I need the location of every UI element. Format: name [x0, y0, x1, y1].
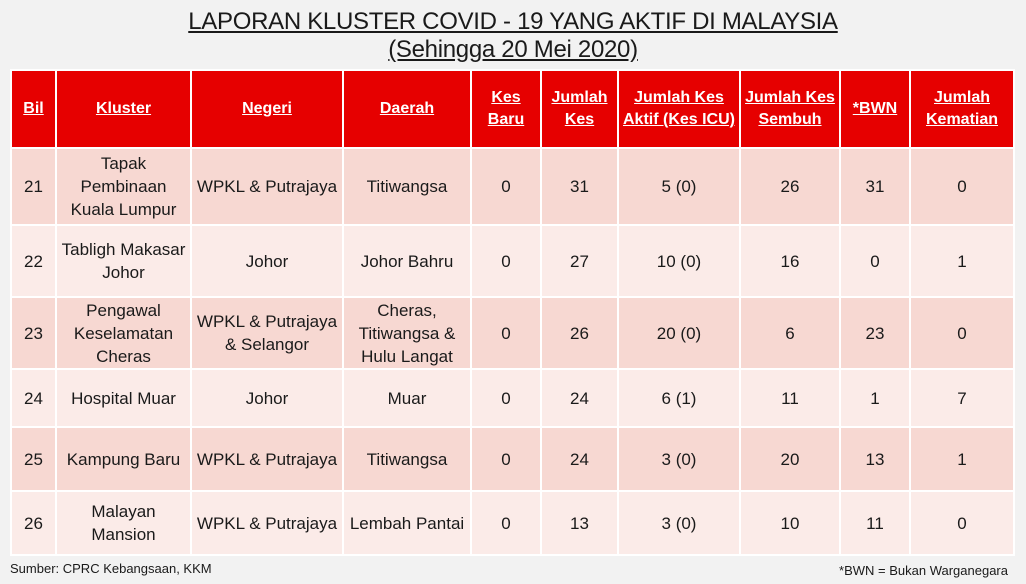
cell-daerah: Muar	[343, 369, 471, 427]
table-row	[11, 427, 1014, 491]
cell-bwn: 0	[840, 225, 910, 297]
cell-kematian: 0	[910, 297, 1014, 369]
cell-bwn: 1	[840, 369, 910, 427]
cell-kluster: Tapak Pembinaan Kuala Lumpur	[56, 148, 191, 225]
table-row	[11, 491, 1014, 555]
cell-kematian: 1	[910, 225, 1014, 297]
cell-kes-baru: 0	[471, 427, 541, 491]
table-row	[11, 225, 1014, 297]
cell-sembuh: 26	[740, 148, 840, 225]
cell-aktif: 20 (0)	[618, 297, 740, 369]
cell-negeri: Johor	[191, 369, 343, 427]
cell-daerah: Johor Bahru	[343, 225, 471, 297]
cell-sembuh: 6	[740, 297, 840, 369]
cell-kes-baru: 0	[471, 297, 541, 369]
cell-kematian: 7	[910, 369, 1014, 427]
table-header-row	[11, 70, 1014, 148]
header-jumlah-sembuh: Jumlah Kes Sembuh	[740, 70, 840, 148]
cell-kematian: 1	[910, 427, 1014, 491]
cell-daerah: Titiwangsa	[343, 148, 471, 225]
cell-bil: 22	[11, 225, 56, 297]
cell-aktif: 6 (1)	[618, 369, 740, 427]
cell-daerah: Cheras, Titiwangsa & Hulu Langat	[343, 297, 471, 369]
cell-jumlah-kes: 13	[541, 491, 618, 555]
cell-kematian: 0	[910, 491, 1014, 555]
cell-bil: 21	[11, 148, 56, 225]
bwn-note: *BWN = Bukan Warganegara	[839, 563, 1008, 578]
cell-kes-baru: 0	[471, 225, 541, 297]
cell-aktif: 3 (0)	[618, 491, 740, 555]
header-jumlah-kes: Jumlah Kes	[541, 70, 618, 148]
cell-bwn: 23	[840, 297, 910, 369]
header-jumlah-aktif: Jumlah Kes Aktif (Kes ICU)	[618, 70, 740, 148]
cell-jumlah-kes: 31	[541, 148, 618, 225]
cluster-table	[10, 69, 1015, 556]
header-bil: Bil	[11, 70, 56, 148]
cell-kluster: Pengawal Keselamatan Cheras	[56, 297, 191, 369]
cell-sembuh: 16	[740, 225, 840, 297]
cell-kes-baru: 0	[471, 369, 541, 427]
header-negeri: Negeri	[191, 70, 343, 148]
table-row	[11, 148, 1014, 225]
table-row	[11, 369, 1014, 427]
report-title-line2: (Sehingga 20 Mei 2020)	[388, 36, 638, 63]
cell-negeri: WPKL & Putrajaya	[191, 491, 343, 555]
cell-kematian: 0	[910, 148, 1014, 225]
header-bwn: *BWN	[840, 70, 910, 148]
cell-aktif: 10 (0)	[618, 225, 740, 297]
cell-negeri: Johor	[191, 225, 343, 297]
cell-jumlah-kes: 27	[541, 225, 618, 297]
cell-negeri: WPKL & Putrajaya & Selangor	[191, 297, 343, 369]
cell-daerah: Titiwangsa	[343, 427, 471, 491]
cell-aktif: 3 (0)	[618, 427, 740, 491]
cell-bwn: 11	[840, 491, 910, 555]
cell-jumlah-kes: 24	[541, 427, 618, 491]
report-title-line1: LAPORAN KLUSTER COVID - 19 YANG AKTIF DI MALAYSIA	[188, 8, 838, 35]
cell-aktif: 5 (0)	[618, 148, 740, 225]
cell-bil: 26	[11, 491, 56, 555]
header-jumlah-kematian: Jumlah Kematian	[910, 70, 1014, 148]
cell-kluster: Hospital Muar	[56, 369, 191, 427]
header-kluster: Kluster	[56, 70, 191, 148]
cell-bil: 24	[11, 369, 56, 427]
cell-kes-baru: 0	[471, 148, 541, 225]
cell-kluster: Malayan Mansion	[56, 491, 191, 555]
cell-daerah: Lembah Pantai	[343, 491, 471, 555]
cell-bwn: 13	[840, 427, 910, 491]
table-row	[11, 297, 1014, 369]
cell-bil: 25	[11, 427, 56, 491]
source-note: Sumber: CPRC Kebangsaan, KKM	[10, 561, 212, 576]
cell-bil: 23	[11, 297, 56, 369]
cell-sembuh: 20	[740, 427, 840, 491]
cell-bwn: 31	[840, 148, 910, 225]
cell-kluster: Tabligh Makasar Johor	[56, 225, 191, 297]
cell-jumlah-kes: 26	[541, 297, 618, 369]
cell-sembuh: 10	[740, 491, 840, 555]
header-kes-baru: Kes Baru	[471, 70, 541, 148]
header-daerah: Daerah	[343, 70, 471, 148]
cell-negeri: WPKL & Putrajaya	[191, 427, 343, 491]
cell-negeri: WPKL & Putrajaya	[191, 148, 343, 225]
cell-kes-baru: 0	[471, 491, 541, 555]
cell-sembuh: 11	[740, 369, 840, 427]
cell-jumlah-kes: 24	[541, 369, 618, 427]
cell-kluster: Kampung Baru	[56, 427, 191, 491]
report-title	[0, 8, 1026, 64]
